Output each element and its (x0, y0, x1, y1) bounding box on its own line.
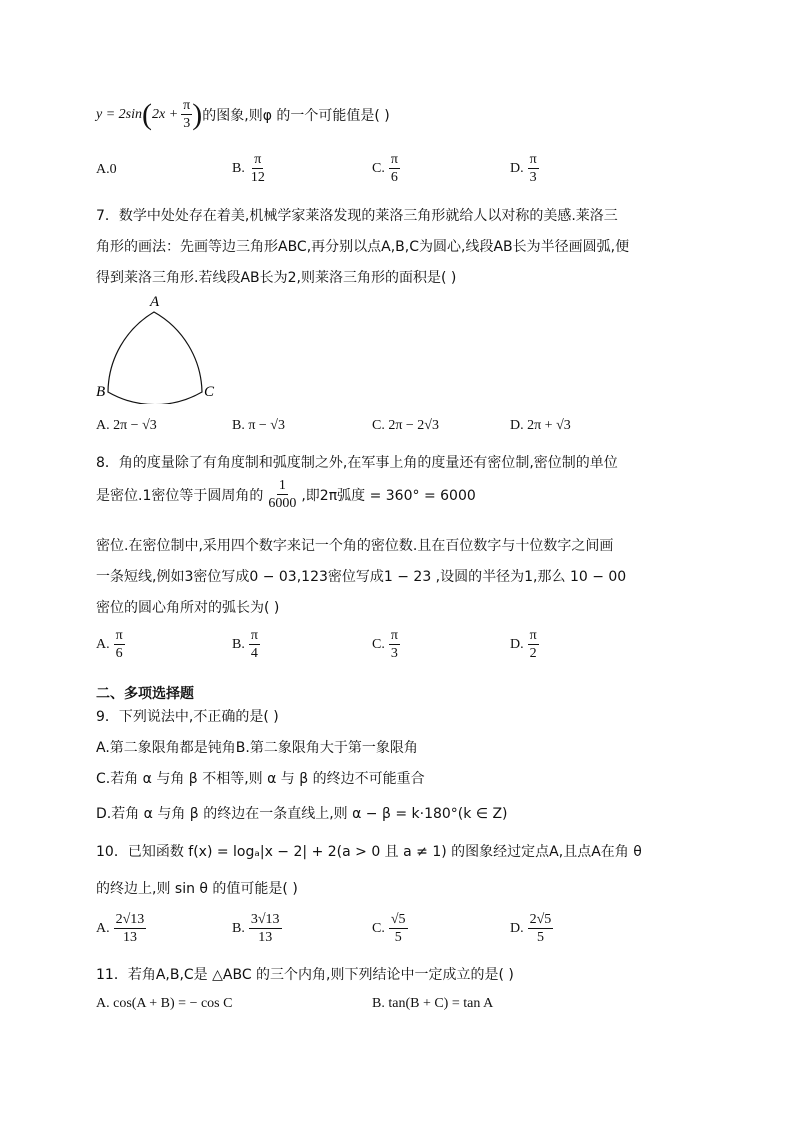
q6-func-lhs: y = 2sin (96, 106, 142, 122)
q9-stem: 9．下列说法中,不正确的是( ) (96, 709, 279, 725)
vertex-label-b: B (96, 384, 106, 400)
q9-option-c[interactable]: C.若角 α 与角 β 不相等,则 α 与 β 的终边不可能重合 (96, 771, 425, 787)
q8-option-b[interactable]: B. $\frac{\pi}{4}$ (232, 628, 258, 661)
q6-b-num: π (254, 152, 262, 167)
q6-b-den: 12 (250, 170, 265, 185)
q6-d-den: 3 (529, 170, 537, 185)
q8-line-2-a: 是密位.1密位等于圆周角的 (96, 487, 264, 504)
q11-stem: 11．若角A,B,C是 △ABC 的三个内角,则下列结论中一定成立的是( ) (96, 967, 514, 983)
q8-d-num: π (529, 628, 537, 643)
q7-option-b[interactable]: B. π − √3 (232, 418, 285, 433)
q8-line-2-b: ,即2π弧度 = 360° = 6000 (301, 487, 476, 504)
q10-line-1: 10．已知函数 f(x) = logₐ|x − 2| + 2(a > 0 且 a ≠ 1) 的图象经过定点A,且点A在角 θ (96, 844, 642, 860)
vertex-label-c: C (204, 384, 215, 400)
q10-option-d[interactable]: D. $\frac{2√5}{5}$ (510, 912, 552, 945)
q7-option-a[interactable]: A. 2π − √3 (96, 418, 157, 433)
q10-d-num: 2√5 (529, 912, 552, 927)
q6-option-a[interactable]: A.0 (96, 162, 117, 177)
q10-c-num: √5 (390, 912, 406, 927)
q6-c-num: π (390, 152, 398, 167)
q6-option-b[interactable]: B. $\frac{\pi}{12}$ (232, 152, 265, 185)
q8-b-num: π (250, 628, 258, 643)
q6-function-line (96, 98, 390, 131)
vertex-label-a: A (150, 294, 160, 310)
q8-option-a[interactable]: A. $\frac{\pi}{6}$ (96, 628, 123, 661)
q9-option-ab[interactable]: A.第二象限角都是钝角B.第二象限角大于第一象限角 (96, 740, 418, 756)
q10-b-den: 13 (258, 930, 273, 945)
q7-line-2: 角形的画法：先画等边三角形ABC,再分别以点A,B,C为圆心,线段AB长为半径画圆弧,便 (96, 239, 630, 255)
q8-line-4: 一条短线,例如3密位写成0 − 03,123密位写成1 − 23 ,设圆的半径为1,那么 10 − 00 (96, 569, 627, 585)
q8-b-den: 4 (250, 646, 258, 661)
q6-text: 的图象,则φ 的一个可能值是( ) (202, 107, 390, 124)
q8-line-1: 8．角的度量除了有角度制和弧度制之外,在军事上角的度量还有密位制,密位制的单位 (96, 455, 618, 471)
q10-option-a[interactable]: A. $\frac{2√13}{13}$ (96, 912, 145, 945)
q8-fraction (266, 478, 298, 511)
q6-option-c[interactable]: C. $\frac{\pi}{6}$ (372, 152, 398, 185)
q8-a-num: π (115, 628, 123, 643)
q10-option-b[interactable]: B. $\frac{3√13}{13}$ (232, 912, 280, 945)
reuleaux-triangle-figure (92, 292, 222, 404)
q11-option-a[interactable]: A. cos(A + B) = − cos C (96, 996, 233, 1011)
q7-option-d[interactable]: D. 2π + √3 (510, 418, 571, 433)
q8-c-den: 3 (390, 646, 398, 661)
q8-frac-den: 6000 (268, 496, 297, 511)
q6-pi-over-3: $\frac{\pi}{3}$ (183, 98, 191, 131)
q8-a-den: 6 (115, 646, 123, 661)
q8-option-d[interactable]: D. $\frac{\pi}{2}$ (510, 628, 537, 661)
q10-a-den: 13 (122, 930, 137, 945)
section-title-multiple-choice: 二、多项选择题 (96, 686, 194, 702)
q8-c-num: π (390, 628, 398, 643)
q8-option-c[interactable]: C. $\frac{\pi}{3}$ (372, 628, 398, 661)
q8-line-3: 密位.在密位制中,采用四个数字来记一个角的密位数.且在百位数字与十位数字之间画 (96, 538, 614, 554)
q8-d-den: 2 (529, 646, 537, 661)
q6-d-num: π (529, 152, 537, 167)
q7-line-1: 7．数学中处处存在着美,机械学家莱洛发现的莱洛三角形就给人以对称的美感.莱洛三 (96, 208, 618, 224)
q7-line-3: 得到莱洛三角形.若线段AB长为2,则莱洛三角形的面积是( ) (96, 270, 457, 286)
q10-a-num: 2√13 (115, 912, 145, 927)
q10-d-den: 5 (536, 930, 544, 945)
q10-c-den: 5 (394, 930, 402, 945)
q9-option-d[interactable]: D.若角 α 与角 β 的终边在一条直线上,则 α − β = k·180°(k ∈ Z) (96, 806, 508, 822)
q6-c-den: 6 (390, 170, 398, 185)
q11-option-b[interactable]: B. tan(B + C) = tan A (372, 996, 494, 1011)
q6-func-arg: 2x + (152, 106, 179, 122)
q8-line-5: 密位的圆心角所对的弧长为( ) (96, 600, 280, 616)
q8-frac-num: 1 (278, 478, 286, 493)
right-paren: ) (192, 97, 203, 131)
left-paren: ( (142, 97, 152, 131)
q7-option-c[interactable]: C. 2π − 2√3 (372, 418, 439, 433)
q6-option-d[interactable]: D. $\frac{\pi}{3}$ (510, 152, 537, 185)
q8-line-2 (96, 478, 476, 511)
q10-line-2: 的终边上,则 sin θ 的值可能是( ) (96, 881, 298, 897)
reuleaux-arc-shape (108, 312, 202, 404)
q10-option-c[interactable]: C. $\frac{√5}{5}$ (372, 912, 406, 945)
q10-b-num: 3√13 (250, 912, 280, 927)
